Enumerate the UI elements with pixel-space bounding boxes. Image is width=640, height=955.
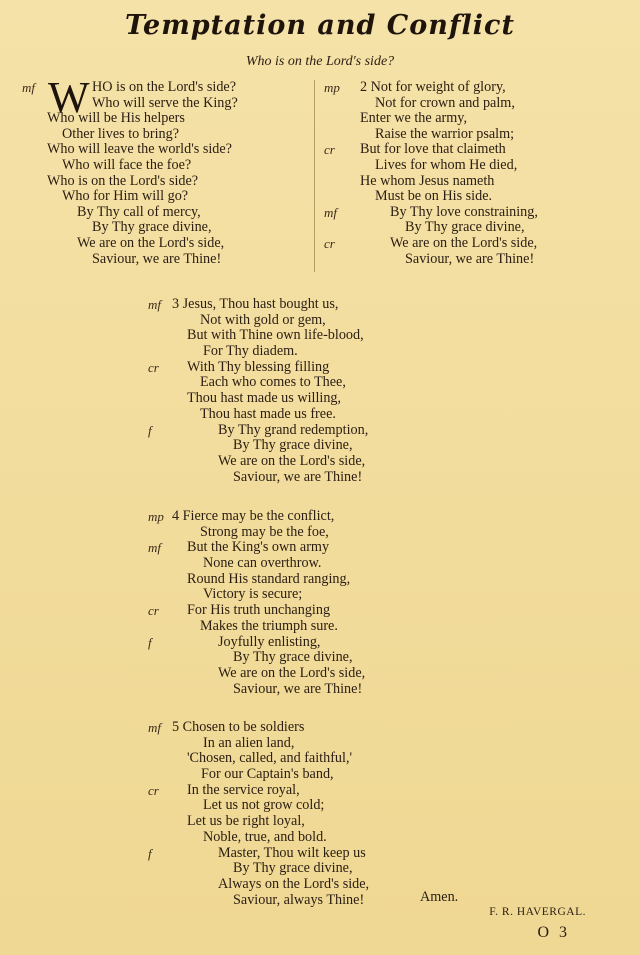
hymn-line-text: For Thy diadem. [203,343,298,360]
hymn-line-text: 2 Not for weight of glory, [360,79,506,95]
dynamic-marking: mp [148,509,164,524]
hymn-line [0,509,640,525]
dynamic-marking: f [148,845,152,861]
hymn-line [0,814,640,830]
hymn-line [318,174,618,190]
hymn-line [0,236,312,252]
hymn-line [0,767,640,783]
hymn-line [0,682,640,698]
hymn-line-text: Not with gold or gem, [200,311,326,328]
hymn-line [0,297,640,313]
hymn-line [0,313,640,329]
hymn-line-text: In the service royal, [187,781,300,798]
hymn-line-text: Joyfully enlisting, [218,633,321,650]
hymn-line-text: By Thy grace divine, [233,649,353,666]
page-number: O 3 [537,924,570,941]
dynamic-marking: mf [148,540,161,556]
hymn-section-title: Temptation and Conflict [125,10,515,41]
hymn-line-text: 5 Chosen to be soldiers [172,719,305,735]
dynamic-marking: mf [324,204,337,220]
hymn-line [318,252,618,268]
dynamic-marking: cr [324,142,335,158]
hymn-line-text: Who is on the Lord's side? [47,172,199,189]
hymn-line-text: Master, Thou wilt keep us [218,844,366,861]
hymn-line [0,205,312,221]
hymn-line-text: Let us not grow cold; [203,797,325,814]
hymn-line-text: Always on the Lord's side, [218,875,370,892]
hymn-line-text: HO is on the Lord's side? [92,79,237,95]
hymn-line [318,96,618,112]
stanza-1 [0,73,312,267]
hymn-line-text: Strong may be the foe, [200,523,329,540]
column-divider [314,80,315,272]
hymn-line-text: For our Captain's band, [201,766,334,783]
hymn-line [0,736,640,752]
hymn-line-text: Who will leave the world's side? [47,141,232,158]
hymn-line [0,635,640,651]
dynamic-marking: mf [148,720,161,735]
hymn-line-text: Other lives to bring? [62,125,180,142]
hymn-line-text: But for love that claimeth [360,141,506,158]
hymn-line-text: Saviour, we are Thine! [92,250,222,267]
hymn-line-text: Saviour, we are Thine! [405,250,535,267]
hymn-line-text: Saviour, we are Thine! [233,680,363,697]
hymn-line [0,666,640,682]
hymn-line [318,127,618,143]
hymn-line [0,751,640,767]
dynamic-marking: mf [22,80,35,95]
hymn-line-text: Noble, true, and bold. [203,828,327,845]
hymn-line-text: Saviour, we are Thine! [233,468,363,485]
hymn-line [0,556,640,572]
hymn-line-text: By Thy grace divine, [233,860,353,877]
hymn-line-text: He whom Jesus nameth [360,172,495,189]
hymn-line-text: By Thy grace divine, [233,437,353,454]
hymn-line [318,158,618,174]
dynamic-marking: cr [148,782,159,798]
hymn-line-text: But the King's own army [187,539,330,556]
hymn-line [0,328,640,344]
hymn-line-text: 'Chosen, called, and faithful,' [187,750,353,767]
amen: Amen. [420,889,459,905]
dynamic-marking: mp [324,80,340,95]
hymn-line-text: Raise the warrior psalm; [375,125,515,142]
hymn-line [0,877,640,893]
hymn-line-text: Thou hast made us free. [200,405,336,422]
hymn-line-text: We are on the Lord's side, [390,234,538,251]
hymn-line [0,650,640,666]
hymn-line-text: Round His standard ranging, [187,570,351,587]
hymn-line-text: Who will serve the King? [92,94,238,111]
hymn-line [0,798,640,814]
hymn-line-text: Who for Him will go? [62,188,189,205]
stanza-5 [0,720,640,908]
hymn-line-text: By Thy grand redemption, [218,421,369,438]
hymn-line [0,96,312,112]
hymn-line [0,189,312,205]
hymn-line [0,220,312,236]
hymn-line [0,142,312,158]
hymn-line [0,783,640,799]
hymn-line [0,603,640,619]
hymn-line-text: We are on the Lord's side, [218,664,366,681]
author-credit: F. R. HAVERGAL. [489,906,586,918]
hymn-line-text: We are on the Lord's side, [218,452,366,469]
hymn-line [318,111,618,127]
dynamic-marking: cr [148,359,159,375]
hymn-line [0,174,312,190]
hymn-line [0,360,640,376]
hymn-line-text: Victory is secure; [203,586,303,603]
hymn-line [0,438,640,454]
hymn-line-text: Let us be right loyal, [187,813,305,830]
hymn-line [318,189,618,205]
hymn-line [0,407,640,423]
stanza-3 [0,297,640,485]
hymn-line [318,236,618,252]
hymn-line [0,111,312,127]
hymn-line-text: Each who comes to Thee, [200,374,346,391]
hymn-line-text: By Thy call of mercy, [77,203,201,220]
hymn-line [0,454,640,470]
hymn-line [318,142,618,158]
drop-cap: W [48,73,90,122]
hymn-line-text: By Thy grace divine, [92,219,212,236]
hymn-line-text: 4 Fierce may be the conflict, [172,508,335,524]
hymn-line-text: With Thy blessing filling [187,358,330,375]
hymn-line-text: Thou hast made us willing, [187,390,342,407]
hymn-line-text: Saviour, always Thine! [233,891,365,908]
hymn-line [0,423,640,439]
hymn-line [0,830,640,846]
hymn-line [0,861,640,877]
hymn-line-text: Enter we the army, [360,110,468,127]
hymn-line-text: Lives for whom He died, [375,156,518,173]
hymn-line [0,846,640,862]
dynamic-marking: f [148,634,152,650]
hymn-line-text: Not for crown and palm, [375,94,515,111]
hymn-line [0,252,312,268]
hymn-line [0,391,640,407]
hymn-line [318,80,618,96]
hymn-line-text: 3 Jesus, Thou hast bought us, [172,296,339,312]
hymn-line-text: Who will be His helpers [47,110,185,127]
hymn-line [0,158,312,174]
hymn-line [0,587,640,603]
hymn-line [318,205,618,221]
hymn-line-text: Must be on His side. [375,188,493,205]
hymn-line-text: By Thy love constraining, [390,203,538,220]
hymn-line [0,127,312,143]
hymn-line [0,619,640,635]
hymn-line [0,720,640,736]
hymn-line [0,375,640,391]
hymn-line-text: In an alien land, [203,734,295,751]
hymn-line-text: For His truth unchanging [187,602,331,619]
dynamic-marking: f [148,422,152,438]
dynamic-marking: cr [148,603,159,619]
stanza-4 [0,509,640,697]
hymn-first-line-heading: Who is on the Lord's side? [245,54,395,69]
hymn-line [0,80,312,96]
stanza-2 [318,80,618,267]
hymn-line [0,525,640,541]
hymn-line-text: Who will face the foe? [62,156,192,173]
hymn-line-text: None can overthrow. [203,555,322,572]
hymn-line [0,470,640,486]
hymn-line-text: We are on the Lord's side, [77,234,225,251]
hymn-line-text: Makes the triumph sure. [200,617,338,634]
hymn-line [0,344,640,360]
hymn-line-text: But with Thine own life-blood, [187,327,364,344]
dynamic-marking: cr [324,235,335,251]
hymn-line [0,572,640,588]
hymn-line-text: By Thy grace divine, [405,219,525,236]
hymn-line [318,220,618,236]
dynamic-marking: mf [148,297,161,312]
hymn-line [0,540,640,556]
